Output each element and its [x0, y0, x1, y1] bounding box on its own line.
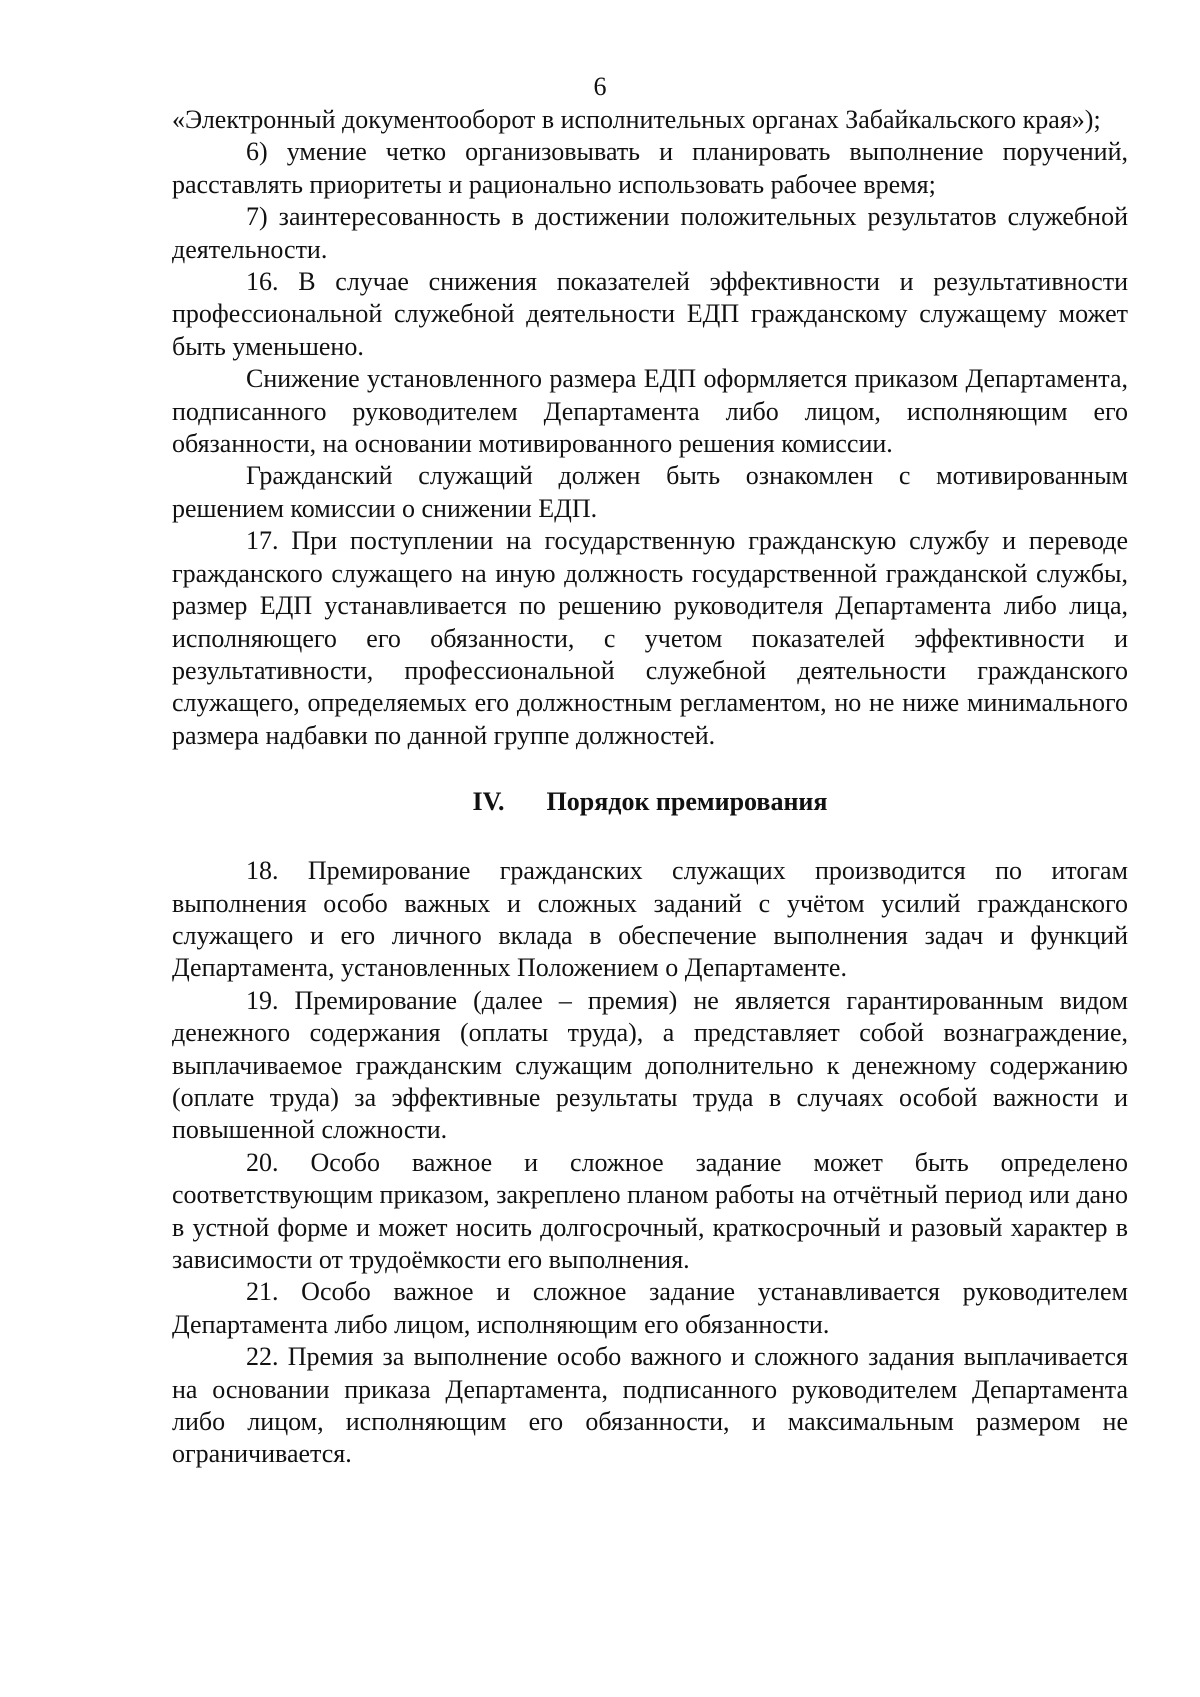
paragraph-19: 19. Премирование (далее – премия) не является гарантированным видом денежного содержания (оплаты труда), а представляет собой вознаграждение, выплачиваемое гражданским служащим дополнительно к денежному содержанию (оплате труда) за эффективные результаты труда в случаях особой важности и повышенной сложности.: [172, 985, 1128, 1145]
section-title: Порядок премирования: [546, 787, 828, 817]
paragraph-continuation: «Электронный документооборот в исполнительных органах Забайкальского края»);: [172, 105, 1101, 134]
page-number: 6: [593, 72, 607, 101]
paragraph-18: 18. Премирование гражданских служащих производится по итогам выполнения особо важных и сложных заданий с учётом усилий гражданского служащего и его личного вклада в обеспечение выполнения задач и функций Департамента, установленных Положением о Департаменте.: [172, 856, 1128, 983]
paragraph-16-reduction-order: Снижение установленного размера ЕДП оформляется приказом Департамента, подписанного руководителем Департамента либо лицом, исполняющим его обязанности, на основании мотивированного решения комиссии.: [172, 364, 1128, 459]
paragraph-21: 21. Особо важное и сложное задание устанавливается руководителем Департамента либо лицом, исполняющим его обязанности.: [172, 1277, 1128, 1339]
paragraph-16-acknowledgement: Гражданский служащий должен быть ознакомлен с мотивированным решением комиссии о снижении ЕДП.: [172, 461, 1128, 523]
document-body: [172, 104, 1128, 1471]
paragraph-17: 17. При поступлении на государственную гражданскую службу и переводе гражданского служащего на иную должность государственной гражданской службы, размер ЕДП устанавливается по решению руководителя Департамента либо лица, исполняющего его обязанности, с учетом показателей эффективности и результативности, профессиональной служебной деятельности гражданского служащего, определяемых его должностным регламентом, но не ниже минимального размера надбавки по данной группе должностей.: [172, 526, 1128, 750]
section-heading: [172, 786, 1128, 818]
section-numeral: IV.: [472, 787, 505, 817]
paragraph-20: 20. Особо важное и сложное задание может быть определено соответствующим приказом, закреплено планом работы на отчётный период или дано в устной форме и может носить долгосрочный, краткосрочный и разовый характер в зависимости от трудоёмкости его выполнения.: [172, 1147, 1128, 1274]
paragraph-22: 22. Премия за выполнение особо важного и сложного задания выплачивается на основании приказа Департамента, подписанного руководителем Департамента либо лицом, исполняющим его обязанности, и максимальным размером не ограничивается.: [172, 1342, 1128, 1469]
paragraph-item-7: 7) заинтересованность в достижении положительных результатов служебной деятельности.: [172, 202, 1128, 264]
paragraph-16: 16. В случае снижения показателей эффективности и результативности профессиональной служебной деятельности ЕДП гражданскому служащему может быть уменьшено.: [172, 267, 1128, 361]
paragraph-item-6: 6) умение четко организовывать и планировать выполнение поручений, расставлять приоритеты и рационально использовать рабочее время;: [172, 137, 1128, 199]
